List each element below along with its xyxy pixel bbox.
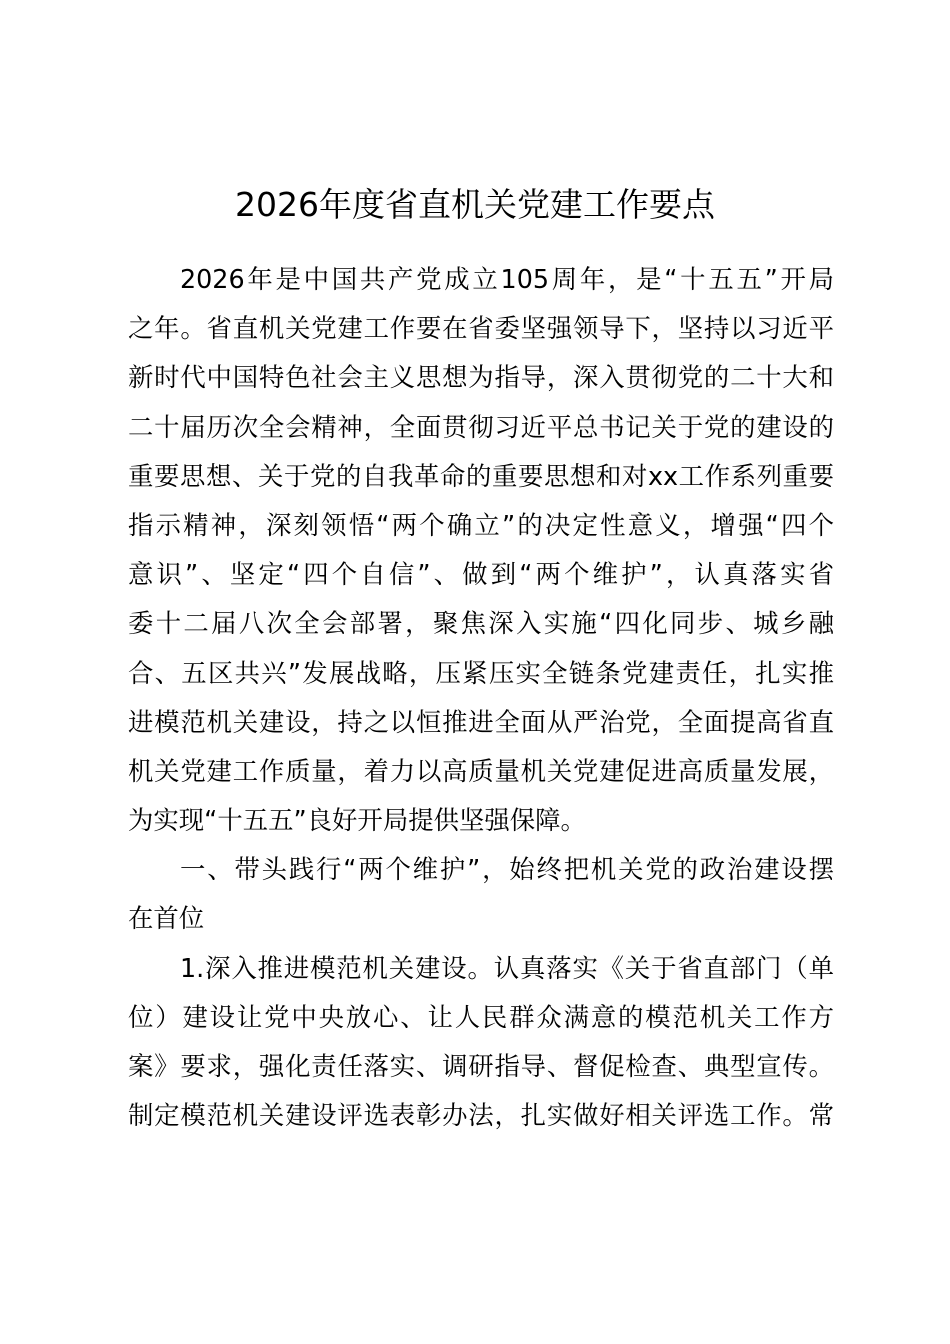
text-line: 委十二届八次全会部署，聚焦深入实施“四化同步、城乡融 xyxy=(128,608,834,639)
heading-line: 在首位 xyxy=(128,903,205,934)
text-line: 制定模范机关建设评选表彰办法，扎实做好相关评选工作。常 xyxy=(128,1100,834,1131)
text-line: 进模范机关建设，持之以恒推进全面从严治党，全面提高省直 xyxy=(128,706,834,737)
text-line: 为实现“十五五”良好开局提供坚强保障。 xyxy=(128,805,586,836)
text-line: 意识”、坚定“四个自信”、做到“两个维护”，认真落实省 xyxy=(128,559,834,590)
text-line: 指示精神，深刻领悟“两个确立”的决定性意义，增强“四个 xyxy=(128,509,834,540)
paragraph-intro xyxy=(128,255,834,845)
text-line: 位）建设让党中央放心、让人民群众满意的模范机关工作方 xyxy=(128,1001,834,1032)
heading-line: 一、带头践行“两个维护”，始终把机关党的政治建设摆 xyxy=(180,854,834,885)
text-line: 合、五区共兴”发展战略，压紧压实全链条党建责任，扎实推 xyxy=(128,657,834,688)
document-body xyxy=(128,255,834,1140)
text-line: 之年。省直机关党建工作要在省委坚强领导下，坚持以习近平 xyxy=(128,313,834,344)
section-1-heading xyxy=(128,845,834,943)
paragraph-item-1 xyxy=(128,944,834,1141)
text-line: 案》要求，强化责任落实、调研指导、督促检查、典型宣传。 xyxy=(128,1051,834,1081)
document-title: 2026年度省直机关党建工作要点 xyxy=(235,185,715,224)
text-line: 机关党建工作质量，着力以高质量机关党建促进高质量发展， xyxy=(128,755,834,786)
text-line: 1.深入推进模范机关建设。认真落实《关于省直部门（单 xyxy=(180,952,834,983)
text-line: 2026年是中国共产党成立105周年，是“十五五”开局 xyxy=(180,264,834,294)
text-line: 重要思想、关于党的自我革命的重要思想和对xx工作系列重要 xyxy=(128,460,834,491)
text-line: 新时代中国特色社会主义思想为指导，深入贯彻党的二十大和 xyxy=(128,362,834,393)
text-line: 二十届历次全会精神，全面贯彻习近平总书记关于党的建设的 xyxy=(128,411,834,442)
